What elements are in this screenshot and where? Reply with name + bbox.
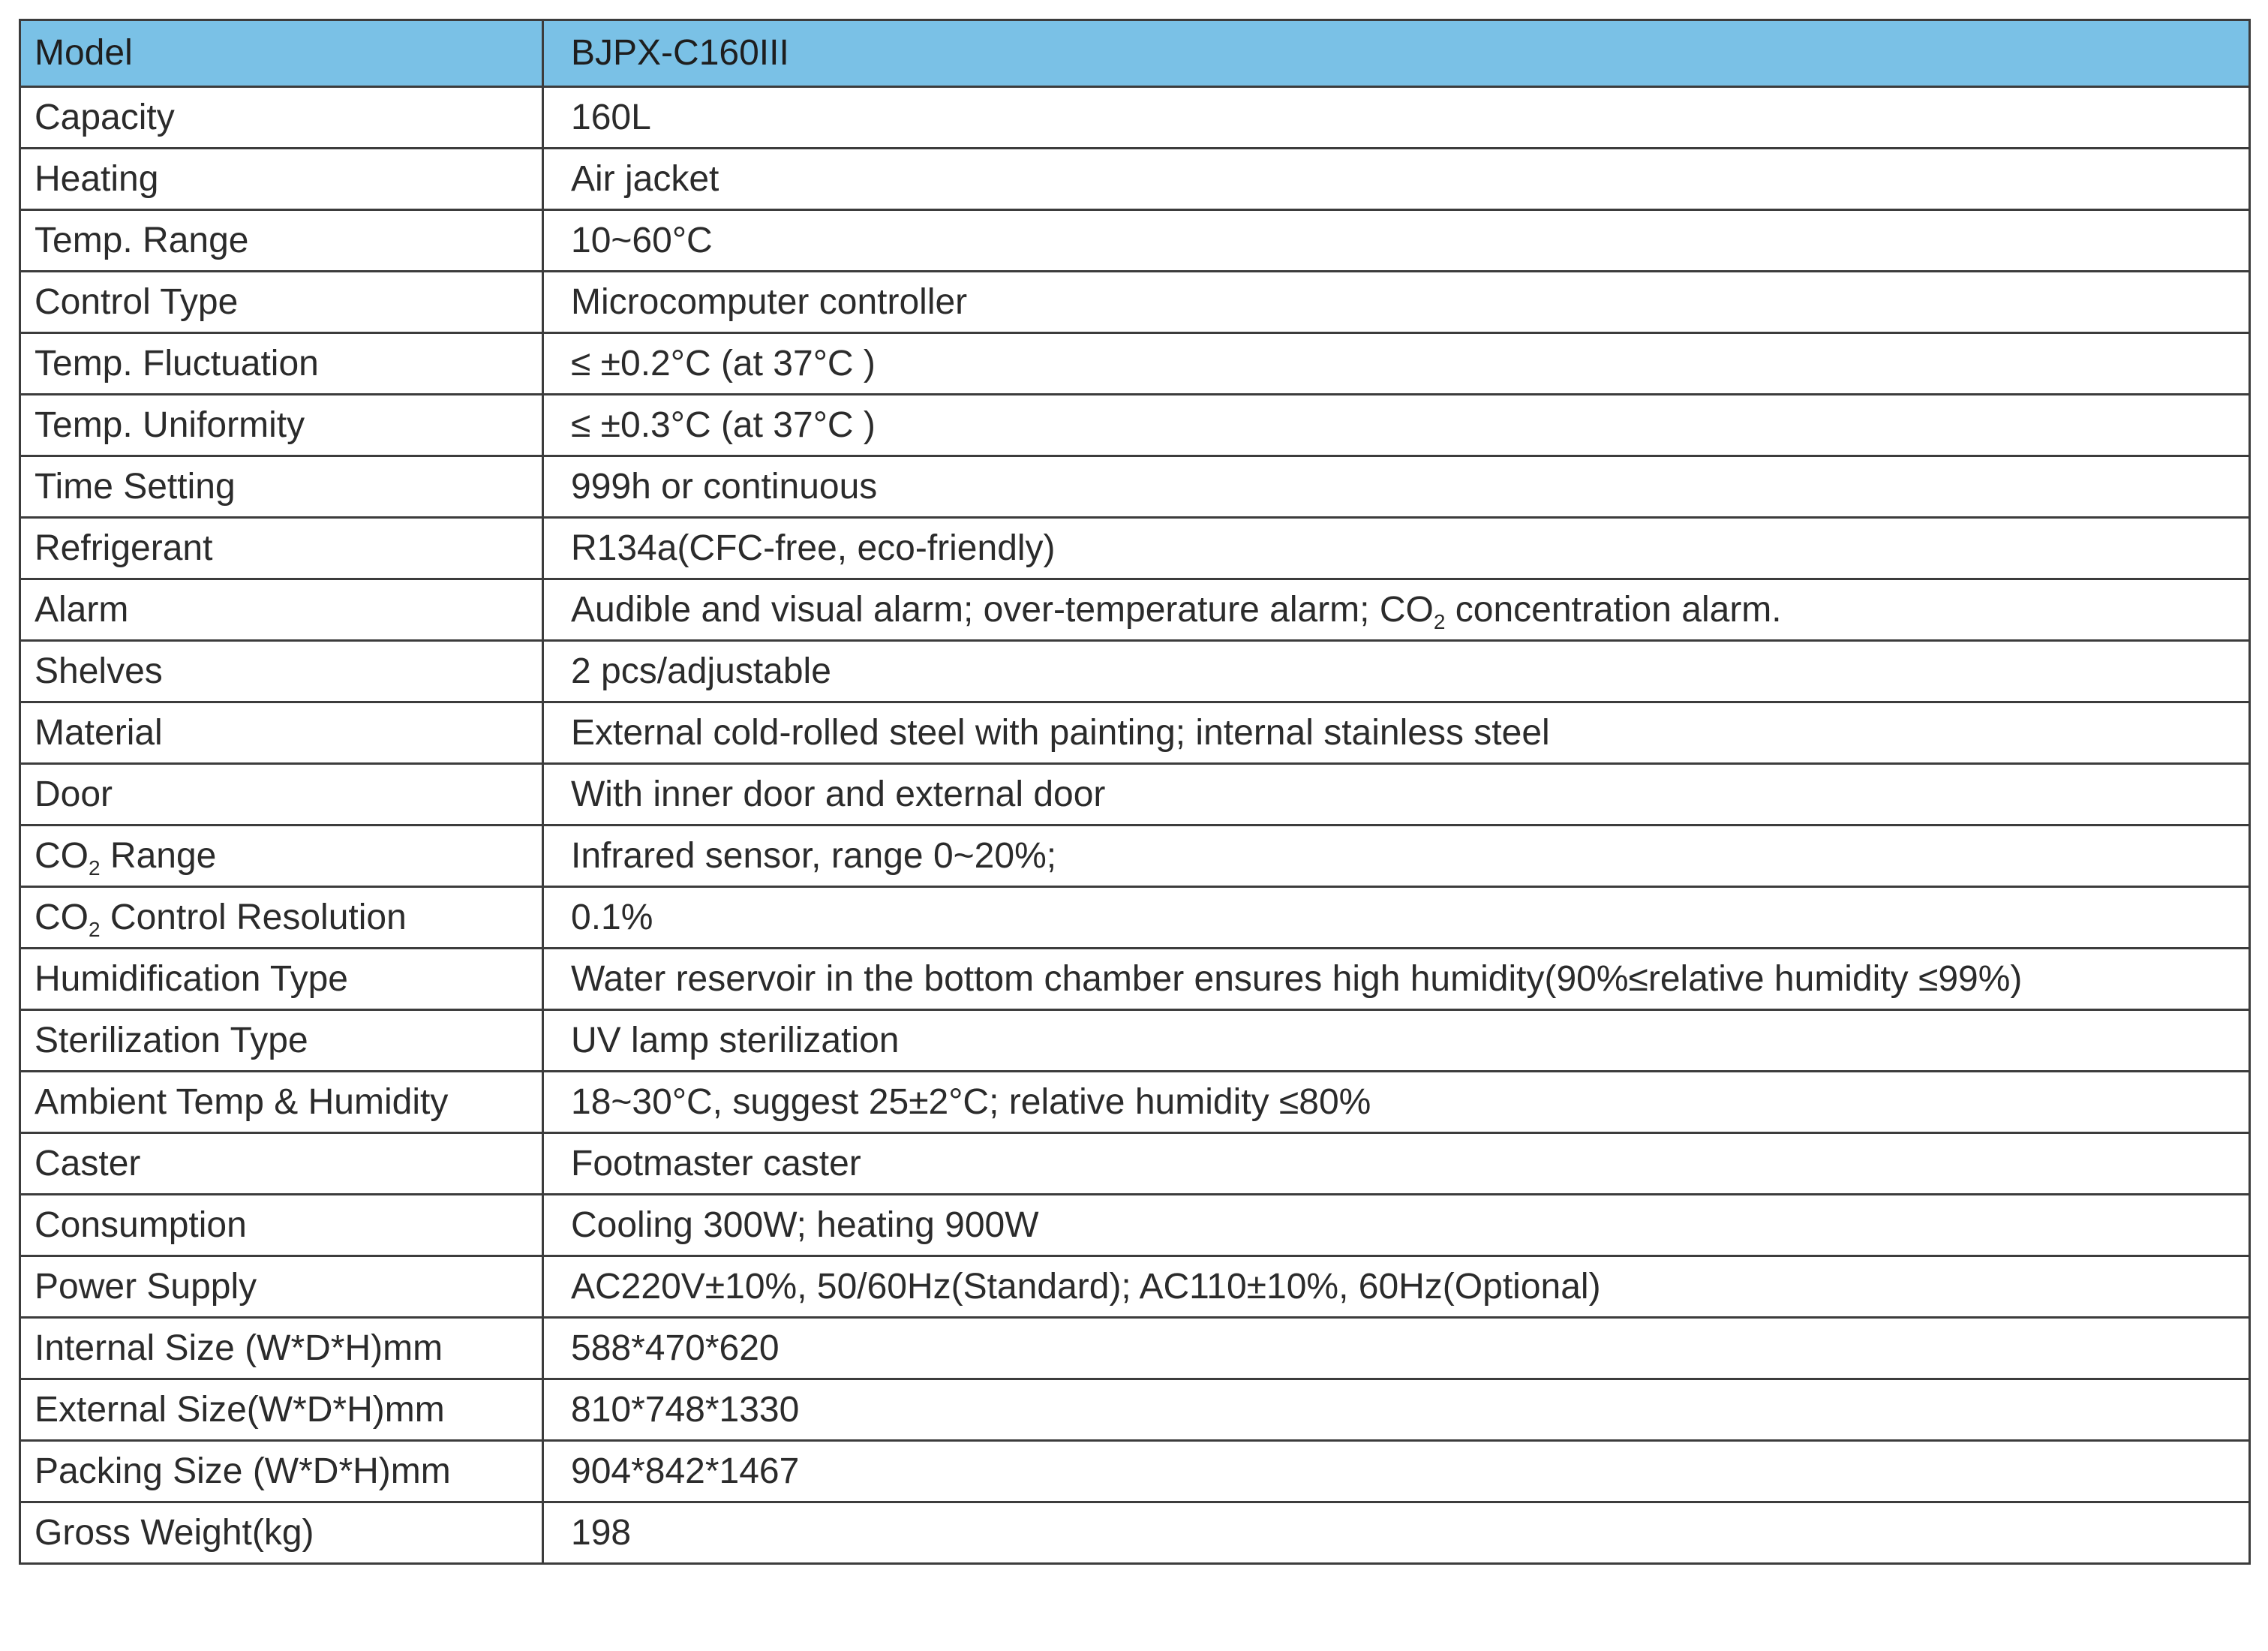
table-row (20, 826, 2250, 887)
row-label: Control Type (35, 281, 239, 322)
row-value: 198 (571, 1512, 632, 1553)
row-label: Gross Weight(kg) (35, 1512, 314, 1553)
row-value-cell (543, 1502, 2250, 1564)
header-label: Model (35, 33, 133, 73)
row-value: 10~60°C (571, 220, 713, 260)
row-label: External Size(W*D*H)mm (35, 1389, 445, 1430)
row-label: Power Supply (35, 1266, 257, 1307)
row-label-cell (20, 1195, 543, 1256)
row-label-cell (20, 949, 543, 1010)
row-value: Footmaster caster (571, 1143, 861, 1183)
row-label: Door (35, 774, 113, 814)
row-value: 588*470*620 (571, 1328, 780, 1368)
row-value-cell (543, 87, 2250, 149)
row-label: Alarm (35, 589, 129, 630)
row-label-cell (20, 1133, 543, 1195)
table-row (20, 1133, 2250, 1195)
row-value: 2 pcs/adjustable (571, 651, 831, 691)
row-label-cell (20, 518, 543, 579)
row-label-cell (20, 641, 543, 702)
row-value: External cold-rolled steel with painting; internal stainless steel (571, 712, 1550, 753)
row-value-cell (543, 1256, 2250, 1318)
row-label-cell (20, 826, 543, 887)
row-label-cell (20, 579, 543, 641)
row-value-cell (543, 1072, 2250, 1133)
table-row (20, 1318, 2250, 1379)
row-value-cell (543, 333, 2250, 395)
row-value: With inner door and external door (571, 774, 1106, 814)
row-label: Caster (35, 1143, 141, 1183)
row-label: Consumption (35, 1204, 247, 1245)
row-value-cell (543, 764, 2250, 826)
row-label: Material (35, 712, 163, 753)
row-label-cell (20, 887, 543, 949)
table-row (20, 949, 2250, 1010)
spec-table (19, 19, 2251, 1565)
header-label-cell (20, 20, 543, 87)
row-value: Microcomputer controller (571, 281, 968, 322)
row-label: Capacity (35, 97, 175, 137)
row-value-cell (543, 395, 2250, 456)
row-value: Water reservoir in the bottom chamber ensures high humidity(90%≤relative humidity ≤99%) (571, 958, 2023, 999)
row-value-cell (543, 641, 2250, 702)
table-row (20, 764, 2250, 826)
row-value-pre: Audible and visual alarm; over-temperature alarm; CO (571, 589, 1434, 630)
row-label-pre: CO (35, 835, 89, 876)
row-value-cell (543, 887, 2250, 949)
row-label-cell (20, 764, 543, 826)
row-label: Internal Size (W*D*H)mm (35, 1328, 443, 1368)
row-label-cell (20, 702, 543, 764)
row-label-cell (20, 456, 543, 518)
row-label-post: Control Resolution (100, 897, 407, 937)
row-value: Air jacket (571, 158, 719, 199)
table-header-row (20, 20, 2250, 87)
table-row (20, 210, 2250, 272)
row-label-cell (20, 1010, 543, 1072)
row-label-cell (20, 333, 543, 395)
row-label: Ambient Temp & Humidity (35, 1081, 449, 1122)
row-label: Time Setting (35, 466, 236, 507)
row-value-cell (543, 272, 2250, 333)
row-value-cell (543, 949, 2250, 1010)
table-row (20, 87, 2250, 149)
row-label: Packing Size (W*D*H)mm (35, 1451, 451, 1491)
row-label: Humidification Type (35, 958, 348, 999)
row-value-cell (543, 1133, 2250, 1195)
row-value: AC220V±10%, 50/60Hz(Standard); AC110±10%, 60Hz(Optional) (571, 1266, 1601, 1307)
row-value: Cooling 300W; heating 900W (571, 1204, 1039, 1245)
row-label-cell (20, 1379, 543, 1441)
row-label-pre: CO (35, 897, 89, 937)
row-label-cell (20, 1318, 543, 1379)
row-value: ≤ ±0.3°C (at 37°C ) (571, 404, 876, 445)
row-value: 0.1% (571, 897, 653, 937)
table-row (20, 1256, 2250, 1318)
row-value-cell (543, 826, 2250, 887)
table-row (20, 702, 2250, 764)
table-row (20, 1502, 2250, 1564)
row-label-cell (20, 210, 543, 272)
header-value-cell (543, 20, 2250, 87)
row-value: UV lamp sterilization (571, 1020, 900, 1060)
table-row (20, 887, 2250, 949)
row-value-cell (543, 518, 2250, 579)
table-row (20, 395, 2250, 456)
table-row (20, 518, 2250, 579)
table-row (20, 1379, 2250, 1441)
row-value-cell (543, 1441, 2250, 1502)
row-label-cell (20, 1072, 543, 1133)
table-row (20, 641, 2250, 702)
row-value: ≤ ±0.2°C (at 37°C ) (571, 343, 876, 383)
table-row (20, 1195, 2250, 1256)
spec-table-body (20, 20, 2250, 1564)
row-value-subscript: 2 (1433, 609, 1446, 633)
row-value: 160L (571, 97, 651, 137)
row-value: 999h or continuous (571, 466, 878, 507)
table-row (20, 1072, 2250, 1133)
table-row (20, 272, 2250, 333)
row-label-cell (20, 87, 543, 149)
row-label: Refrigerant (35, 528, 213, 568)
row-label-subscript: 2 (89, 917, 101, 941)
table-row (20, 1010, 2250, 1072)
row-value-post: concentration alarm. (1445, 589, 1782, 630)
row-value-cell (543, 1379, 2250, 1441)
row-value-cell (543, 1195, 2250, 1256)
row-label-cell (20, 272, 543, 333)
row-value: 810*748*1330 (571, 1389, 800, 1430)
header-value: BJPX-C160III (571, 33, 789, 73)
row-label-cell (20, 395, 543, 456)
table-row (20, 579, 2250, 641)
row-label: Sterilization Type (35, 1020, 308, 1060)
row-value: Infrared sensor, range 0~20%; (571, 835, 1057, 876)
table-row (20, 333, 2250, 395)
row-label: Temp. Uniformity (35, 404, 305, 445)
row-value-cell (543, 456, 2250, 518)
row-value-cell (543, 579, 2250, 641)
row-label-cell (20, 1256, 543, 1318)
table-row (20, 456, 2250, 518)
row-label-cell (20, 1441, 543, 1502)
table-row (20, 149, 2250, 210)
row-value: 904*842*1467 (571, 1451, 800, 1491)
row-value-cell (543, 702, 2250, 764)
row-label: Heating (35, 158, 159, 199)
row-label: Shelves (35, 651, 163, 691)
row-label-subscript: 2 (89, 856, 101, 880)
row-value-cell (543, 210, 2250, 272)
row-value-cell (543, 149, 2250, 210)
row-label-cell (20, 1502, 543, 1564)
row-label-post: Range (100, 835, 217, 876)
row-label-cell (20, 149, 543, 210)
row-label: Temp. Fluctuation (35, 343, 319, 383)
row-value: 18~30°C, suggest 25±2°C; relative humidity ≤80% (571, 1081, 1371, 1122)
row-value-cell (543, 1010, 2250, 1072)
row-value: R134a(CFC-free, eco-friendly) (571, 528, 1056, 568)
table-row (20, 1441, 2250, 1502)
row-value-cell (543, 1318, 2250, 1379)
row-label: Temp. Range (35, 220, 249, 260)
